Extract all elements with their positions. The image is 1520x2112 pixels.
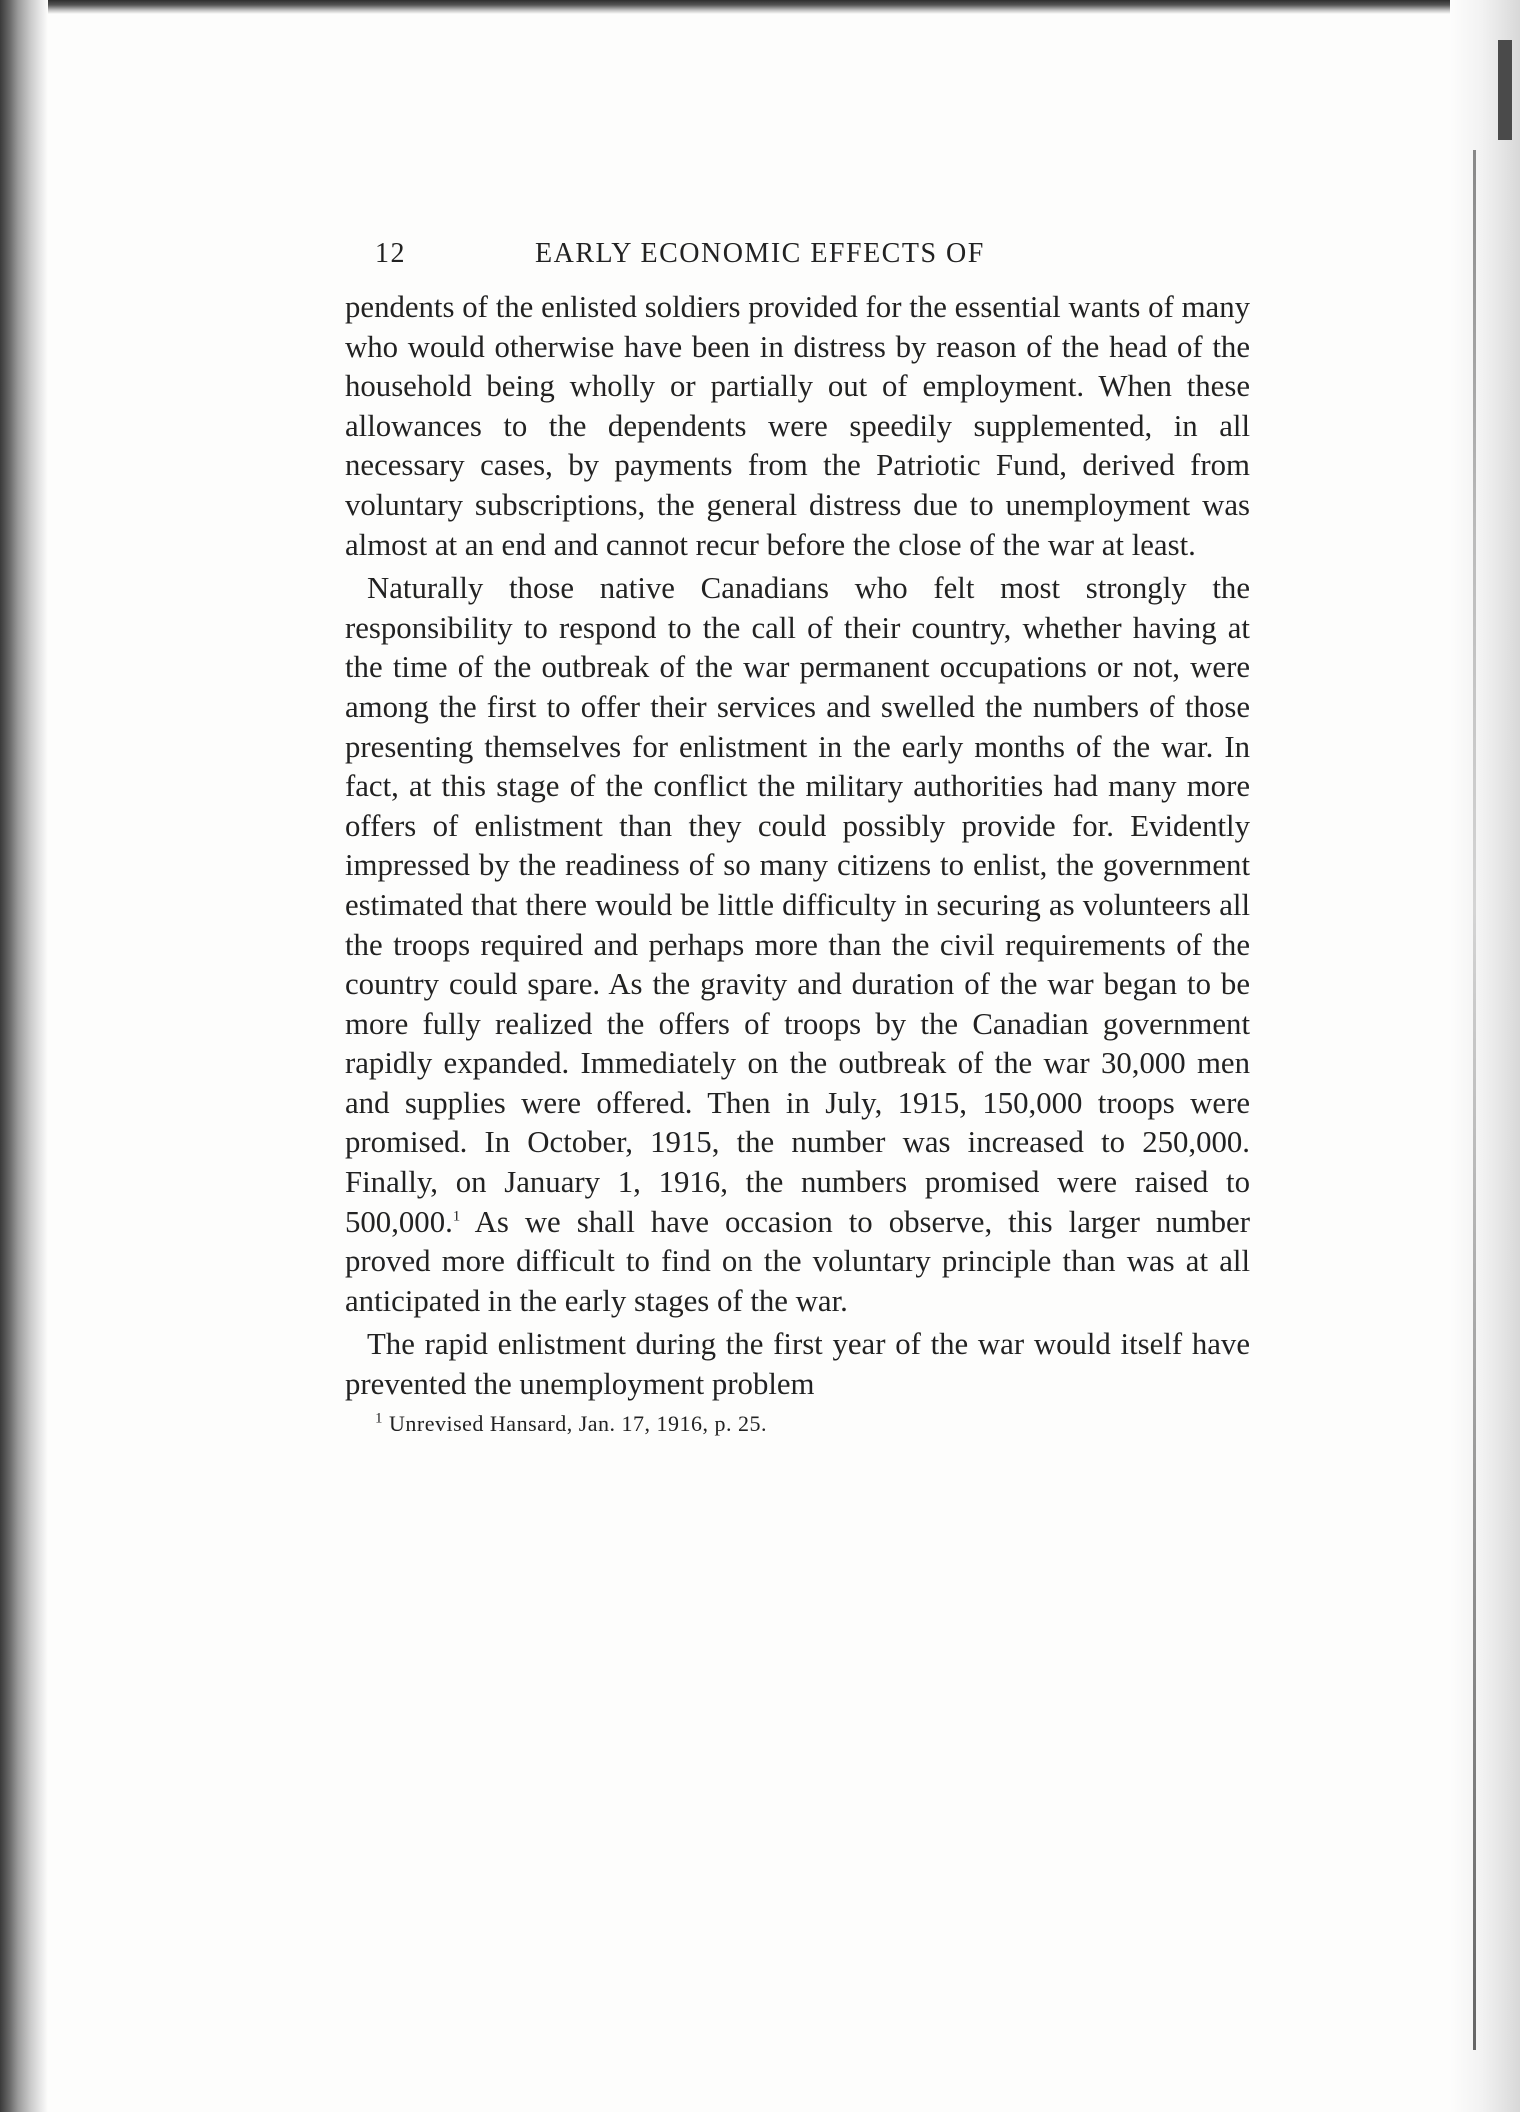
paragraph-enlistment-continued: As we shall have occasion to observe, this larger number proved more difficult to find on the voluntary principle than was at all anticipated in the early stages of the war. [345,1204,1250,1318]
footnote [345,1409,1250,1439]
footnote-text: Unrevised Hansard, Jan. 17, 1916, p. 25. [383,1410,768,1436]
running-title: EARLY ECONOMIC EFFECTS OF [535,238,985,269]
scan-top-edge [0,0,1520,14]
paragraph-enlistment [345,569,1250,1321]
page-number: 12 [375,238,406,269]
book-page [345,238,1250,1439]
paragraph-rapid-enlistment: The rapid enlistment during the first year of the war would itself have prevented the unemployment problem [345,1327,1250,1402]
footnote-marker: 1 [375,1410,383,1427]
body-text [345,288,1250,1405]
book-binding-edge [0,0,48,2112]
scan-right-edge [1450,0,1520,2112]
paragraph-enlistment-text: Naturally those native Canadians who felt most strongly the responsibility to respond to the call of their country, whether having at the time of the outbreak of the war permanent occupations or not, were among the first to offer their services and swelled the numbers of those presenting themselves for enlistment in the early months of the war. In fact, at this stage of the conflict the military authorities had many more offers of enlistment than they could possibly provide for. Evidently impressed by the readiness of so many citizens to enlist, the government estimated that there would be little difficulty in securing as volunteers all the troops required and perhaps more than the civil requirements of the country could spare. As the gravity and duration of the war began to be more fully realized the offers of troops by the Canadian government rapidly expanded. Immediately on the outbreak of the war 30,000 men and supplies were offered. Then in July, 1915, 150,000 troops were promised. In October, 1915, the number was increased to 250,000. Finally, on January 1, 1916, the numbers promised were raised to 500,000. [345,571,1250,1239]
running-head [345,238,1250,288]
scan-right-clip-mark [1498,40,1512,140]
footnote-reference: 1 [452,1208,461,1225]
paragraph-continued: pendents of the enlisted soldiers provided for the essential wants of many who would otherwise have been in distress by reason of the head of the household being wholly or partially out of employment. When these allowances to the dependents were speedily supplemented, in all necessary cases, by payments from the Patriotic Fund, derived from voluntary subscriptions, the general distress due to unemployment was almost at an end and cannot recur before the close of the war at least. [345,290,1250,562]
scan-right-rule [1473,150,1476,2050]
